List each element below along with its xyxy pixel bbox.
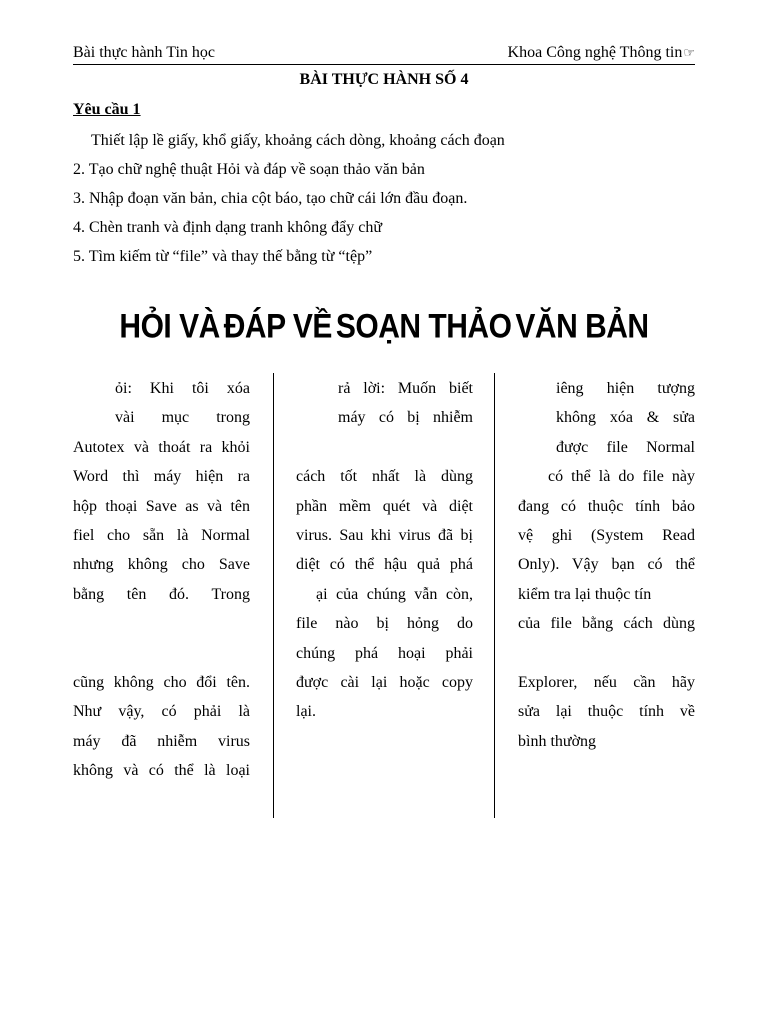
column-line: không xóa & sửa (556, 409, 695, 427)
requirement-item: 4. Chèn tranh và định dạng tranh không đẩy chữ (73, 219, 383, 236)
column-line: Explorer, nếu cần hãy (518, 674, 695, 692)
requirement-list (73, 130, 713, 275)
column-line: bình thường (518, 732, 597, 750)
column-line: Autotex và thoát ra khỏi (73, 438, 250, 456)
column-line: máy có bị nhiễm (338, 409, 473, 427)
text-column-3 (518, 374, 695, 756)
column-line: cũng không cho đổi tên. (73, 674, 250, 692)
header-course: Bài thực hành Tin học (73, 44, 216, 61)
text-column-2 (296, 374, 473, 727)
header-faculty: Khoa Công nghệ Thông tin (507, 44, 683, 61)
requirement-item: 3. Nhập đoạn văn bản, chia cột báo, tạo chữ cái lớn đầu đoạn. (73, 190, 468, 207)
column-line: Word thì máy hiện ra (73, 468, 250, 486)
column-line: hộp thoại Save as và tên (73, 497, 250, 515)
column-line: được cài lại hoặc copy (296, 674, 473, 692)
header-faculty-wrap (508, 44, 695, 62)
exercise-title: BÀI THỰC HÀNH SỐ 4 (299, 71, 469, 88)
page-header (73, 44, 695, 65)
column-line: không và có thể là loại (73, 762, 250, 780)
column-divider (494, 373, 495, 818)
column-line: ại của chúng vẫn còn, (316, 585, 473, 603)
column-line: iêng hiện tượng (556, 380, 695, 397)
column-divider (273, 373, 274, 818)
wordart-part: HỎI VÀ (119, 307, 220, 346)
pointing-hand-icon: ☞ (683, 45, 695, 60)
wordart-part: VĂN BẢN (515, 307, 649, 346)
column-line: đang có thuộc tính bảo (518, 497, 695, 515)
requirement-heading: Yêu cầu 1 (73, 101, 141, 118)
column-line: vệ ghi (System Read (518, 527, 695, 545)
column-line: bằng tên đó. Trong (73, 585, 250, 603)
column-line: sửa lại thuộc tính về (518, 703, 695, 721)
column-line: rả lời: Muốn biết (338, 380, 473, 397)
column-line (73, 609, 250, 638)
column-line: Only). Vậy bạn có thể (518, 556, 695, 574)
text-column-1 (73, 374, 250, 786)
requirement-item: 5. Tìm kiếm từ “file” và thay thế bằng từ “tệp” (73, 248, 373, 265)
column-line: có thể là do file này (548, 468, 695, 486)
column-line: cách tốt nhất là dùng (296, 468, 473, 486)
column-line: được file Normal (556, 438, 695, 456)
column-line: vài mục trong (115, 409, 250, 427)
column-line: virus. Sau khi virus đã bị (296, 527, 473, 545)
column-line: phần mềm quét và diệt (296, 497, 473, 515)
wordart-part: ĐÁP VỀ (223, 307, 332, 346)
column-line (296, 433, 473, 462)
column-line: của file bằng cách dùng (518, 615, 695, 633)
column-line (73, 639, 250, 668)
column-line: nhưng không cho Save (73, 556, 250, 574)
column-line: fiel cho sẵn là Normal (73, 527, 250, 545)
wordart-title (0, 307, 768, 346)
column-line: lại. (296, 703, 316, 721)
column-line: file nào bị hỏng do (296, 615, 473, 633)
requirement-item: 2. Tạo chữ nghệ thuật Hỏi và đáp về soạn thảo văn bản (73, 161, 425, 178)
column-line: kiểm tra lại thuộc tín (518, 585, 652, 603)
wordart-part: SOẠN THẢO (335, 307, 512, 346)
column-line: diệt có thể hậu quả phá (296, 556, 473, 574)
column-line (518, 639, 695, 668)
requirement-item: Thiết lập lề giấy, khổ giấy, khoảng cách dòng, khoảng cách đoạn (91, 132, 505, 149)
column-line: ỏi: Khi tôi xóa (115, 380, 250, 397)
column-line: Như vậy, có phải là (73, 703, 250, 721)
column-line: máy đã nhiễm virus (73, 732, 250, 750)
column-line: chúng phá hoại phải (296, 644, 473, 662)
